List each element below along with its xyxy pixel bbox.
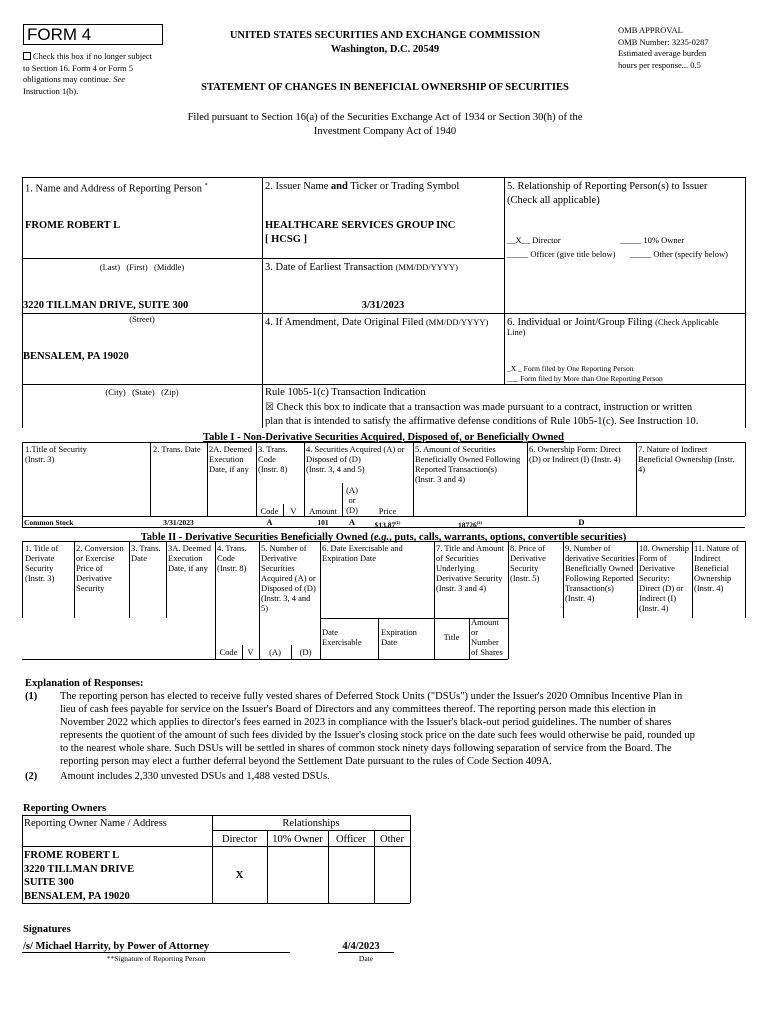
reporting-owners-heading: Reporting Owners [23, 803, 107, 814]
filing-more-persons[interactable]: ___ Form filed by More than One Reporting Person [507, 374, 663, 383]
signature-signer: /s/ Michael Harrity, by Power of Attorney [23, 941, 210, 952]
reporting-person-street: 3220 TILLMAN DRIVE, SUITE 300 [23, 300, 189, 311]
omb-hours: hours per response... 0.5 [618, 59, 701, 70]
omb-burden: Estimated average burden [618, 48, 707, 58]
t1-sub-price: Price [378, 506, 397, 516]
t2-sub-amount: Amount or Number of Shares [471, 617, 503, 657]
signatures-heading: Signatures [23, 924, 71, 935]
t1-row-code: A [266, 517, 273, 527]
owners-col-10pct-owner: 10% Owner [272, 834, 323, 845]
explanation-heading: Explanation of Responses: [25, 678, 144, 689]
rule-10b5-text: ☒ Check this box to indicate that a transaction was made pursuant to a contract, instruction or written [265, 402, 693, 413]
table1-title: Table I - Non-Derivative Securities Acquired, Disposed of, or Beneficially Owned [203, 432, 564, 443]
t1-row-title: Common Stock [24, 518, 74, 527]
reporting-person-name: FROME ROBERT L [25, 220, 121, 231]
signature-date: 4/4/2023 [342, 941, 380, 952]
t1-col6-header: 6. Ownership Form: Direct (D) or Indirect (I) (Instr. 4) [529, 444, 622, 464]
name-parts-label: (Last) (First) (Middle) [99, 262, 185, 272]
t1-col4-header: 4. Securities Acquired (A) or Disposed of (D) (Instr. 3, 4 and 5) [306, 444, 405, 474]
box3-label: 3. Date of Earliest Transaction (MM/DD/YYYY) [265, 262, 458, 273]
owner-director-mark: X [235, 870, 244, 881]
owners-col-other: Other [380, 834, 404, 845]
t1-col2-header: 2. Trans. Date [153, 444, 201, 454]
box5-label: 5. Relationship of Reporting Person(s) to Issuer [507, 181, 708, 192]
t1-row-date: 3/31/2023 [163, 518, 194, 527]
t1-row-owned: 18726$^{(2)}$ [458, 520, 482, 530]
t1-row-price: $13.87$^{(1)}$ [374, 520, 401, 530]
box1-label: 1. Name and Address of Reporting Person * [25, 183, 208, 195]
t2-sub-a: (A) [269, 647, 281, 657]
owners-col-name: Reporting Owner Name / Address [24, 818, 167, 829]
t2-col6-header: 6. Date Exercisable and Expiration Date [322, 543, 403, 563]
t1-sub-code: Code [260, 506, 279, 516]
t1-sub-ad: (A) or (D) [346, 485, 358, 515]
t2-col10-header: 10. Ownership Form of Derivative Security: Direct (D) or Indirect (I) (Instr. 4) [639, 543, 690, 613]
t1-sub-amount: Amount [309, 506, 337, 516]
no-longer-subject-checkbox-text: Check this box if no longer subject to Section 16. Form 4 or Form 5 obligations may continue. See Instruction 1(b). [23, 51, 152, 96]
footnote-2-text: Amount includes 2,330 unvested DSUs and 1,488 vested DSUs. [60, 771, 330, 782]
t1-col2a-header: 2A. Deemed Execution Date, if any [209, 444, 252, 474]
rule-10b5-title: Rule 10b5-1(c) Transaction Indication [265, 387, 426, 398]
t1-row-amount: 101 [317, 518, 329, 527]
t1-row-ad: A [348, 517, 356, 527]
omb-number: OMB Number: 3235-0287 [618, 36, 709, 47]
t2-sub-code: Code [219, 647, 238, 657]
t2-col1-header: 1. Title of Derivate Security (Instr. 3) [25, 543, 59, 583]
t1-col1-header: 1.Title of Security (Instr. 3) [25, 444, 87, 464]
rule-10b5-text2: plan that is intended to satisfy the affirmative defense conditions of Rule 10b5-1(c). See Instruction 10. [265, 416, 699, 427]
box2-label: 2. Issuer Name and Ticker or Trading Symbol [265, 181, 460, 192]
filed-pursuant-line1: Filed pursuant to Section 16(a) of the Securities Exchange Act of 1934 or Section 30(h) of the [187, 112, 583, 123]
t1-col5-header: 5. Amount of Securities Beneficially Owned Following Reported Transaction(s) (Instr. 3 and 4) [415, 444, 521, 484]
relationship-10pct-owner[interactable]: _____ 10% Owner [620, 235, 685, 245]
t2-col5-header: 5. Number of Derivative Securities Acquired (A) or Disposed of (D) (Instr. 3, 4 and 5) [261, 543, 316, 613]
street-label: (Street) [129, 314, 155, 324]
footnote-1-number: (1) [25, 691, 38, 702]
t2-sub-exercisable: Date Exercisable [322, 627, 362, 647]
box6-label-line: Line) [507, 327, 526, 337]
relationship-officer[interactable]: _____ Officer (give title below) [507, 249, 616, 259]
t2-col2-header: 2. Conversion or Exercise Price of Derivative Security [76, 543, 124, 593]
t2-col8-header: 8. Price of Derivative Security (Instr. 5) [510, 543, 546, 583]
signature-label: **Signature of Reporting Person [106, 954, 206, 963]
box6-label: 6. Individual or Joint/Group Filing (Check Applicable [507, 317, 719, 328]
filed-pursuant-line2: Investment Company Act of 1940 [313, 126, 457, 137]
t2-col7-header: 7. Title and Amount of Securities Underlying Derivative Security (Instr. 3 and 4) [436, 543, 505, 593]
t2-sub-title: Title [443, 632, 460, 642]
owners-col-director: Director [222, 834, 257, 845]
owners-col-relationships: Relationships [282, 818, 340, 829]
relationship-other[interactable]: _____ Other (specify below) [630, 249, 728, 259]
date-label: Date [358, 954, 374, 963]
agency-name: UNITED STATES SECURITIES AND EXCHANGE COMMISSION [229, 30, 541, 41]
filing-one-person[interactable]: _X _ Form filed by One Reporting Person [507, 364, 634, 373]
form-title: FORM 4 [27, 25, 92, 44]
t2-col3-header: 3. Trans. Date [131, 543, 161, 563]
table2-title: Table II - Derivative Securities Beneficially Owned (e.g., puts, calls, warrants, options, convertible securities) [140, 532, 627, 543]
box5-sub: (Check all applicable) [507, 195, 600, 206]
owners-col-officer: Officer [335, 834, 367, 845]
checked-box-icon[interactable]: ☒ [265, 402, 274, 413]
omb-box [618, 25, 758, 71]
t2-col9-header: 9. Number of derivative Securities Beneficially Owned Following Reported Transaction(s) (Instr. 4) [565, 543, 635, 603]
statement-title: STATEMENT OF CHANGES IN BENEFICIAL OWNERSHIP OF SECURITIES [201, 82, 569, 93]
checkbox-icon[interactable] [23, 52, 31, 60]
t2-col3a-header: 3A. Deemed Execution Date, if any [168, 543, 211, 573]
footnote-1-text: The reporting person has elected to receive fully vested shares of Deferred Stock Units ("DSUs") under the Issuer's 2020 Omnibus Incentive Plan in lieu of cash fees payable for service on the Issuer's Board of Directors and any committees thereof. The reporting person made this election in November 2022 which applies to director's fees earned in 2023 in compliance with the Issuer's black-out period guidelines. The number of shares represents the quotient of the amount of such fees divided by the Issuer's closing stock price on the date such fees would otherwise be paid, rounded up to the nearest whole share. Such DSUs will be settled in shares of common stock ninety days following separation of service from the Board. The reporting person may elect a further deferral beyond the Settlement Date pursuant to the rules of Code Section 409A. [60, 691, 695, 767]
owner-name-address: FROME ROBERT L 3220 TILLMAN DRIVE SUITE 300 BENSALEM, PA 19020 [24, 850, 135, 902]
t2-sub-expiration: Expiration Date [381, 627, 417, 647]
t1-sub-v: V [290, 506, 297, 516]
t1-col7-header: 7. Nature of Indirect Beneficial Ownership (Instr. 4) [638, 444, 735, 474]
t2-col11-header: 11. Nature of Indirect Beneficial Ownership (Instr. 4) [694, 543, 739, 593]
t1-row-form: D [578, 517, 585, 527]
issuer-ticker: [ HCSG ] [265, 234, 307, 245]
t2-sub-v: V [247, 647, 254, 657]
box4-label: 4. If Amendment, Date Original Filed (MM/DD/YYYY) [265, 317, 489, 328]
agency-city: Washington, D.C. 20549 [330, 44, 440, 55]
reporting-person-city: BENSALEM, PA 19020 [23, 351, 129, 362]
footnote-2-number: (2) [25, 771, 38, 782]
t2-col4-header: 4. Trans. Code (Instr. 8) [217, 543, 247, 573]
t2-sub-d: (D) [299, 647, 312, 657]
earliest-transaction-date: 3/31/2023 [361, 300, 405, 311]
t1-col3-header: 3. Trans. Code (Instr. 8) [258, 444, 288, 474]
issuer-name: HEALTHCARE SERVICES GROUP INC [265, 220, 456, 231]
city-label: (City) (State) (Zip) [105, 387, 179, 397]
omb-approval: OMB APPROVAL [618, 25, 683, 35]
relationship-director[interactable]: __X__ Director [507, 235, 561, 245]
